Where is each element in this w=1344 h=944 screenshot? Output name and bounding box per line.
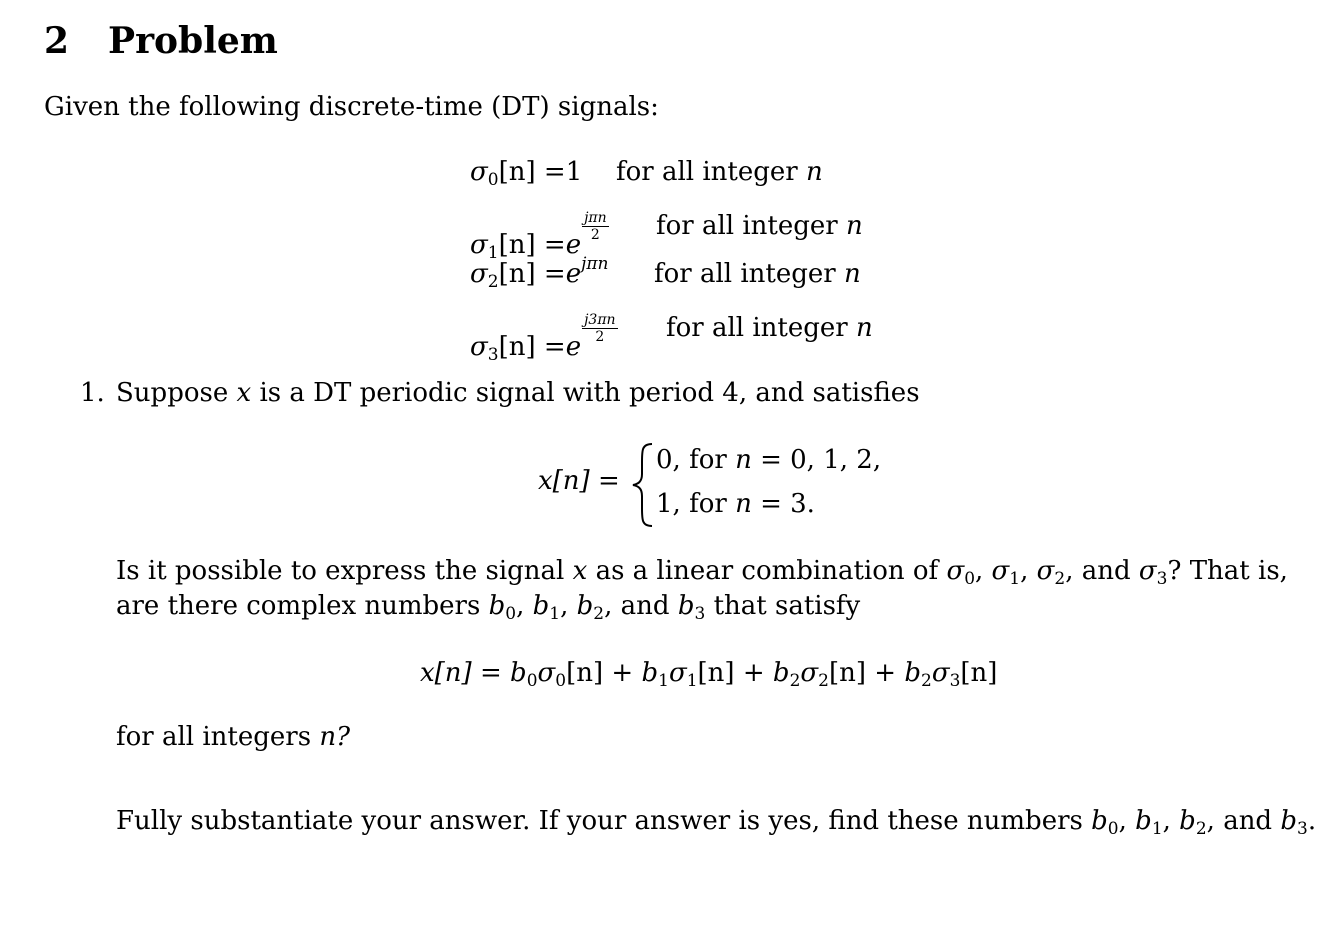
- item-1-statement: Suppose x is a DT periodic signal with period 4, and satisfies: [116, 378, 920, 408]
- question-line-1: Is it possible to express the signal x as a linear combination of $\sigma_0$, $\sigma_1$, $\sigma_2$, and $\sigma_3$? That is,: [116, 556, 1288, 589]
- for-all-integers: for all integers n?: [116, 722, 351, 752]
- piecewise-case-2: 1, for n = 3.: [656, 489, 815, 519]
- signal-def-1: $\sigma_1[n] =e$ $\frac{\text{jπn}}{2}$: [470, 210, 607, 263]
- signal-cond-1: for all integer n: [656, 211, 863, 241]
- intro-text: Given the following discrete-time (DT) signals:: [44, 92, 659, 122]
- piecewise-case-1: 0, for n = 0, 1, 2,: [656, 445, 882, 475]
- question-line-2: are there complex numbers $b_0$, $b_1$, $b_2$, and $b_3$ that satisfy: [116, 591, 861, 624]
- final-instruction: Fully substantiate your answer. If your answer is yes, find these numbers $b_0$, $b_1$, $b_2$, and $b_3$.: [116, 806, 1317, 839]
- section-title: Problem: [108, 20, 278, 62]
- linear-combination-equation: $x[n] = b_0\sigma_0[n] + b_1\sigma_1[n] + b_2\sigma_2[n] + b_2\sigma_3[n]$: [420, 658, 998, 691]
- signal-cond-0: for all integer n: [616, 157, 823, 187]
- signal-cond-3: for all integer n: [666, 313, 873, 343]
- signal-cond-2: for all integer n: [654, 259, 861, 289]
- piecewise-lhs: x[n] =: [538, 466, 620, 496]
- item-1-number: 1.: [80, 378, 105, 408]
- signal-def-3: $\sigma_3[n] =e$ $\frac{j3\pi n}{2}$: [470, 312, 616, 365]
- signal-def-2: $\sigma_2[n] =e^{j\pi n}$: [470, 254, 609, 292]
- left-brace: [628, 440, 658, 534]
- section-number: 2: [44, 20, 70, 62]
- signal-def-0: $\sigma_0[n] =1$: [470, 157, 583, 190]
